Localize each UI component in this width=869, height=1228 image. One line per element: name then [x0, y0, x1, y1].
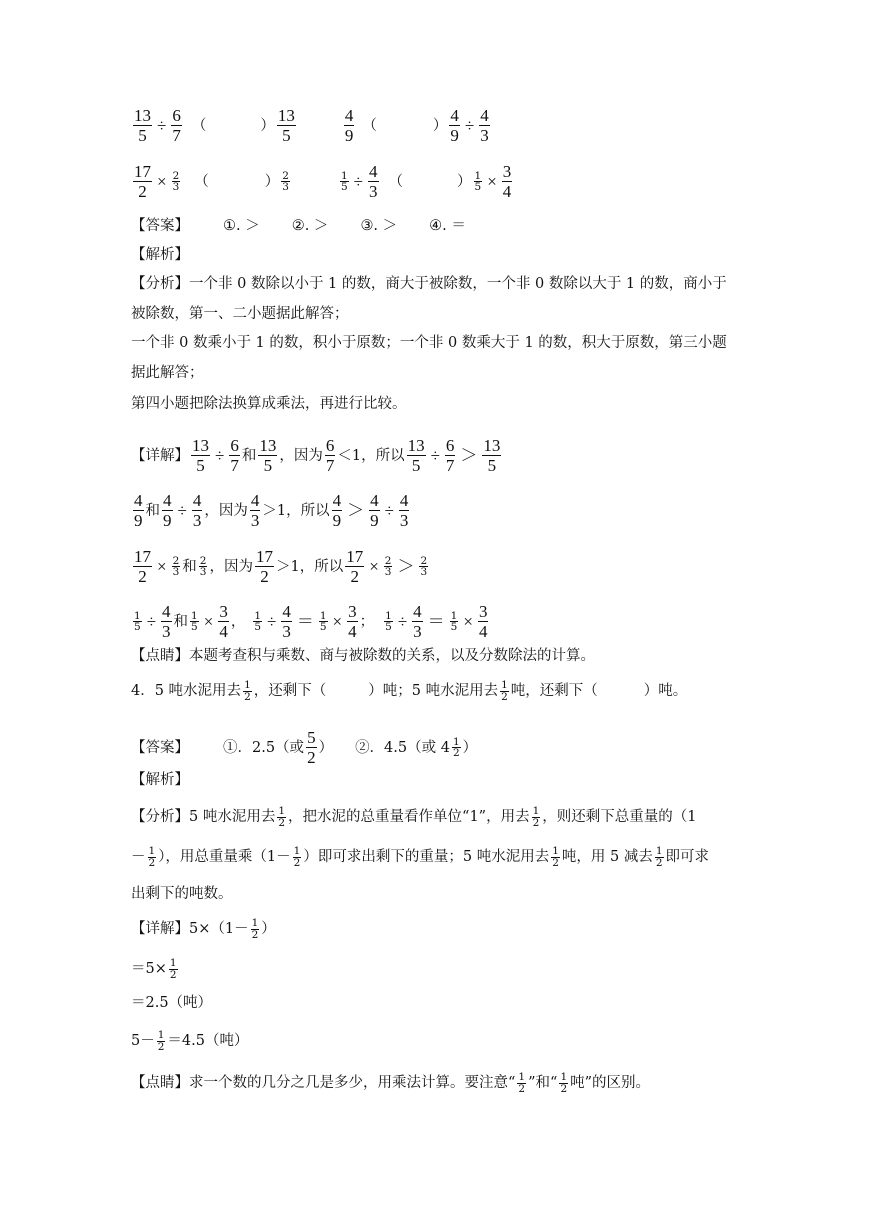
- blank-right-paren: ）: [432, 117, 448, 134]
- fraction: [532, 806, 541, 828]
- fraction-numerator: 17: [134, 162, 151, 181]
- text-segment: ＝4.5（吨）: [167, 1033, 249, 1049]
- fraction: [157, 1030, 166, 1052]
- text-segment: ＞: [460, 445, 478, 465]
- division-sign: ÷: [157, 115, 167, 135]
- text-segment: ①．2.5（或: [223, 739, 305, 756]
- text-segment: ）: [462, 739, 478, 756]
- fraction: [384, 556, 393, 578]
- multiplication-sign: ×: [487, 171, 497, 191]
- fraction: [281, 602, 292, 641]
- fraction-denominator: 3: [420, 566, 428, 578]
- detail-line: [131, 958, 749, 980]
- fraction: [412, 602, 423, 641]
- fraction-denominator: 5: [191, 621, 198, 633]
- fraction-denominator: 4: [478, 622, 488, 641]
- fraction-denominator: 2: [655, 856, 663, 869]
- fraction-denominator: 2: [452, 747, 460, 759]
- fraction-numerator: 4: [192, 491, 202, 510]
- fraction: [368, 162, 379, 201]
- text-segment: 和: [145, 502, 160, 519]
- fraction: [161, 602, 172, 641]
- fraction: [306, 728, 317, 767]
- answer-label: 【答案】: [131, 218, 189, 234]
- fraction-numerator: 1: [474, 169, 482, 182]
- fraction: [479, 106, 490, 145]
- fraction-numerator: 4: [250, 491, 260, 510]
- text-segment: ，所以: [299, 558, 344, 575]
- fraction: [399, 491, 410, 530]
- fraction: [347, 602, 358, 641]
- detail-line-2: [131, 491, 749, 530]
- fraction: [478, 602, 489, 641]
- fraction-numerator: 4: [450, 106, 459, 125]
- fraction-numerator: 4: [282, 602, 291, 621]
- fraction-denominator: 7: [230, 456, 239, 475]
- fraction: [277, 106, 296, 145]
- fraction: [325, 436, 336, 475]
- text-segment: ÷: [215, 445, 225, 465]
- answer-label: 【答案】: [131, 739, 189, 756]
- fraction-denominator: 3: [162, 622, 171, 641]
- answer-2: [131, 728, 749, 767]
- fraction: [517, 1072, 526, 1094]
- fraction-numerator: 1: [560, 1071, 568, 1083]
- text-segment: ÷: [430, 445, 440, 465]
- fraction-denominator: 2: [169, 968, 177, 981]
- fraction-denominator: 9: [163, 511, 172, 530]
- fraction-denominator: 2: [278, 816, 286, 829]
- fraction-numerator: 1: [501, 679, 508, 691]
- fraction-numerator: 6: [445, 436, 455, 455]
- fraction-numerator: 1: [251, 917, 259, 929]
- fraction: [384, 611, 393, 633]
- fraction-denominator: 2: [552, 856, 559, 869]
- fraction-numerator: 13: [483, 436, 501, 455]
- compare-row-1: [131, 106, 749, 145]
- fraction: [344, 106, 355, 145]
- analysis-line: [131, 806, 749, 828]
- fraction-denominator: 2: [501, 690, 508, 703]
- fraction-denominator: 5: [474, 181, 482, 193]
- fraction-numerator: 4: [413, 602, 422, 621]
- text-segment: ，所以: [361, 447, 405, 464]
- fraction: [148, 846, 157, 868]
- fraction-denominator: 7: [325, 456, 335, 475]
- text-segment: ×: [332, 611, 343, 631]
- fraction-denominator: 5: [254, 621, 261, 633]
- analysis-line: 一个非 0 数乘小于 1 的数，积小于原数；一个非 0 数乘大于 1 的数，积大于原数，第三小题: [131, 335, 727, 351]
- fraction-denominator: 3: [369, 182, 378, 201]
- fraction-denominator: 5: [385, 621, 392, 633]
- fraction-denominator: 9: [134, 511, 143, 530]
- fraction-numerator: 13: [134, 106, 151, 125]
- fraction-numerator: 13: [192, 436, 209, 455]
- fraction: [133, 162, 152, 201]
- fraction-numerator: 13: [259, 436, 277, 455]
- text-segment: 吨，用 5 减去: [561, 849, 653, 865]
- blank-left-paren: （: [388, 173, 403, 190]
- analysis-line: 被除数，第一、二小题据此解答；: [131, 306, 349, 322]
- fraction: [258, 436, 277, 475]
- fraction-numerator: 2: [172, 554, 180, 567]
- fraction-denominator: 5: [340, 181, 348, 193]
- fraction: [445, 436, 456, 475]
- blank-left-paren: （: [191, 117, 207, 134]
- text-segment: 【分析】5 吨水泥用去: [131, 809, 276, 825]
- text-segment: ，则还剩下总重量的（1: [542, 809, 697, 825]
- fraction: [450, 611, 459, 633]
- fraction-denominator: 2: [148, 856, 156, 869]
- detail-label: 【详解】: [131, 447, 189, 464]
- fraction-denominator: 2: [350, 567, 359, 586]
- fraction: [190, 611, 199, 633]
- fraction: [502, 162, 513, 201]
- fraction-denominator: 2: [244, 690, 251, 703]
- text-segment: 和: [241, 447, 257, 464]
- fraction: [452, 737, 461, 759]
- text-segment: 4．5 吨水泥用去: [131, 683, 242, 699]
- fraction-numerator: 4: [369, 162, 378, 181]
- fraction-denominator: 2: [560, 1082, 568, 1095]
- fraction: [229, 436, 240, 475]
- fraction-numerator: 4: [134, 491, 143, 510]
- text-segment: ），用总重量乘（1－: [158, 849, 291, 865]
- fraction-denominator: 2: [532, 816, 540, 829]
- analysis-line: 据此解答；: [131, 365, 204, 381]
- text-segment: ）: [318, 739, 334, 756]
- analysis-line: 出剩下的吨数。: [131, 886, 233, 902]
- fraction: [172, 556, 181, 578]
- fraction-denominator: 3: [172, 181, 180, 193]
- fraction-denominator: 5: [263, 456, 273, 475]
- fraction-numerator: 17: [134, 547, 151, 566]
- compare-row-2: [131, 162, 749, 201]
- division-sign: ÷: [464, 115, 475, 135]
- text-segment: ＝: [296, 611, 314, 631]
- fraction-numerator: 2: [384, 554, 392, 567]
- fraction-denominator: 4: [502, 182, 512, 201]
- detail-line: [131, 918, 749, 940]
- fraction-denominator: 9: [450, 126, 459, 145]
- fraction: [169, 958, 178, 980]
- answer-item: ③. ＞: [360, 218, 398, 234]
- fraction: [255, 547, 274, 586]
- fraction-numerator: 1: [293, 845, 301, 857]
- fraction: [192, 491, 203, 530]
- fraction: [340, 171, 349, 193]
- fraction: [474, 171, 483, 193]
- fraction-numerator: 1: [655, 845, 663, 857]
- detail-line: ＝2.5（吨）: [131, 995, 213, 1011]
- text-segment: ；: [359, 613, 375, 630]
- fraction: [133, 547, 152, 586]
- fraction-numerator: 4: [399, 491, 409, 510]
- answer-1: [131, 216, 749, 236]
- fraction-numerator: 5: [307, 728, 316, 747]
- text-segment: ＜1: [337, 447, 362, 464]
- text-segment: ②．4.5（或 4: [355, 739, 450, 756]
- fraction-numerator: 1: [157, 1029, 165, 1041]
- jiexi-label: 【解析】: [131, 247, 189, 263]
- fraction: [243, 680, 252, 702]
- text-segment: ÷: [397, 611, 408, 631]
- text-segment: 即可求: [665, 849, 710, 865]
- fraction-denominator: 3: [282, 181, 289, 193]
- dianjing-1: 【点睛】本题考查积与乘数、商与被除数的关系，以及分数除法的计算。: [131, 648, 595, 664]
- fraction-numerator: 1: [254, 609, 261, 622]
- fraction-denominator: 2: [251, 928, 259, 941]
- text-segment: ，: [230, 613, 246, 630]
- text-segment: ×: [463, 611, 473, 631]
- fraction-denominator: 4: [348, 622, 357, 641]
- fraction-numerator: 2: [282, 169, 289, 182]
- fraction-numerator: 1: [450, 609, 458, 622]
- text-segment: 和: [182, 558, 197, 575]
- fraction-denominator: 2: [307, 748, 316, 767]
- text-segment: ，因为: [279, 447, 323, 464]
- fraction-denominator: 5: [450, 621, 458, 633]
- fraction: [133, 106, 152, 145]
- fraction-denominator: 5: [138, 126, 147, 145]
- fraction-denominator: 3: [399, 511, 409, 530]
- fraction-numerator: 1: [148, 845, 156, 857]
- answer-item: ④. ＝: [429, 218, 466, 234]
- fraction-denominator: 9: [332, 511, 342, 530]
- fraction: [133, 491, 144, 530]
- text-segment: ，因为: [204, 502, 248, 519]
- fraction-denominator: 5: [411, 456, 421, 475]
- fraction: [199, 556, 208, 578]
- fraction-denominator: 2: [260, 567, 269, 586]
- fraction: [319, 611, 328, 633]
- fraction: [407, 436, 426, 475]
- fraction-numerator: 1: [191, 609, 198, 622]
- text-segment: ÷: [267, 611, 277, 631]
- detail-line-1: [131, 436, 749, 475]
- fraction-denominator: 5: [319, 621, 327, 633]
- fraction: [133, 611, 142, 633]
- fraction-numerator: 4: [163, 491, 172, 510]
- analysis-line: 【分析】一个非 0 数除以小于 1 的数，商大于被除数，一个非 0 数除以大于 1 的数，商小于: [131, 276, 727, 292]
- fraction-numerator: 1: [552, 845, 559, 857]
- blank-left-paren: （: [362, 117, 377, 134]
- fraction: [559, 1072, 568, 1094]
- text-segment: ，把水泥的总重量看作单位“1”，用去: [288, 809, 530, 825]
- fraction-numerator: 1: [340, 169, 348, 182]
- fraction-denominator: 3: [172, 566, 180, 578]
- text-segment: ）吨。: [643, 683, 688, 699]
- text-segment: ，因为: [209, 558, 253, 575]
- fraction-numerator: 17: [255, 547, 273, 566]
- question-4: [131, 680, 749, 702]
- text-segment: ＞1: [275, 558, 300, 575]
- text-segment: ×: [203, 611, 214, 631]
- fraction: [172, 171, 181, 193]
- text-segment: ）即可求出剩下的重量；5 吨水泥用去: [303, 849, 550, 865]
- fraction-denominator: 5: [134, 621, 141, 633]
- fraction: [281, 171, 290, 193]
- fraction: [482, 436, 501, 475]
- fraction: [332, 491, 343, 530]
- fraction: [345, 547, 364, 586]
- fraction-denominator: 3: [480, 126, 489, 145]
- text-segment: 吨”的区别。: [570, 1075, 651, 1091]
- fraction-numerator: 1: [244, 679, 251, 691]
- fraction-denominator: 9: [344, 126, 354, 145]
- fraction-denominator: 2: [138, 567, 147, 586]
- fraction: [551, 846, 560, 868]
- fraction: [449, 106, 460, 145]
- fraction-numerator: 4: [344, 106, 354, 125]
- fraction-denominator: 7: [172, 126, 181, 145]
- fraction-numerator: 3: [478, 602, 488, 621]
- fraction-numerator: 6: [172, 106, 181, 125]
- fraction-denominator: 3: [199, 566, 207, 578]
- fraction-denominator: 3: [192, 511, 202, 530]
- text-segment: ÷: [146, 611, 157, 631]
- fraction: [655, 846, 664, 868]
- jiexi-label: 【解析】: [131, 772, 189, 788]
- fraction-denominator: 3: [384, 566, 392, 578]
- fraction-denominator: 3: [282, 622, 291, 641]
- text-segment: ）: [261, 921, 276, 937]
- fraction-denominator: 5: [487, 456, 497, 475]
- fraction-numerator: 6: [325, 436, 335, 455]
- text-segment: ＞: [347, 500, 365, 520]
- text-segment: ＞: [397, 556, 415, 576]
- fraction-denominator: 5: [196, 456, 205, 475]
- detail-line-3: [131, 547, 749, 586]
- fraction-denominator: 3: [250, 511, 260, 530]
- fraction: [293, 846, 302, 868]
- fraction-denominator: 2: [518, 1082, 526, 1095]
- fraction-denominator: 4: [219, 622, 228, 641]
- fraction-numerator: 4: [162, 602, 171, 621]
- text-segment: ）吨；5 吨水泥用去: [368, 683, 499, 699]
- blank-left-paren: （: [194, 173, 209, 190]
- fraction: [251, 918, 260, 940]
- analysis-line: [131, 846, 749, 868]
- fraction-numerator: 2: [172, 169, 180, 182]
- fraction-numerator: 1: [518, 1071, 526, 1083]
- text-segment: ×: [157, 556, 167, 576]
- blank-right-paren: ）: [264, 173, 280, 190]
- text-segment: ＞1: [262, 502, 287, 519]
- dianjing-2: [131, 1072, 749, 1094]
- text-segment: ÷: [177, 500, 187, 520]
- text-segment: 【点睛】求一个数的几分之几是多少，用乘法计算。要注意“: [131, 1075, 516, 1091]
- text-segment: 5－: [131, 1033, 155, 1049]
- fraction-numerator: 1: [532, 805, 540, 817]
- fraction-denominator: 2: [293, 856, 301, 869]
- fraction-numerator: 1: [452, 735, 460, 748]
- fraction-denominator: 9: [370, 511, 379, 530]
- fraction: [162, 491, 173, 530]
- fraction-numerator: 2: [420, 554, 428, 567]
- fraction: [250, 491, 261, 530]
- fraction-numerator: 17: [346, 547, 364, 566]
- fraction: [218, 602, 229, 641]
- fraction-numerator: 1: [385, 609, 392, 622]
- fraction-denominator: 2: [138, 182, 147, 201]
- blank-right-paren: ）: [457, 173, 472, 190]
- fraction-numerator: 3: [219, 602, 228, 621]
- answer-item: ①. ＞: [223, 218, 260, 234]
- fraction-denominator: 5: [282, 126, 291, 145]
- fraction: [253, 611, 262, 633]
- text-segment: －: [131, 849, 146, 865]
- blank-right-paren: ）: [260, 117, 275, 134]
- text-segment: ÷: [384, 500, 394, 520]
- answer-item: ②. ＞: [291, 218, 329, 234]
- fraction-numerator: 13: [407, 436, 425, 455]
- fraction-numerator: 13: [277, 106, 295, 125]
- fraction-numerator: 2: [199, 554, 207, 567]
- fraction-numerator: 4: [370, 491, 379, 510]
- text-segment: 吨，还剩下（: [510, 683, 598, 699]
- fraction-numerator: 4: [480, 106, 489, 125]
- text-segment: 【详解】5×（1－: [131, 921, 249, 937]
- division-sign: ÷: [353, 171, 363, 191]
- fraction-numerator: 4: [332, 491, 342, 510]
- fraction-numerator: 1: [278, 805, 286, 817]
- text-segment: ＝: [427, 611, 445, 631]
- detail-line: [131, 1030, 749, 1052]
- fraction: [419, 556, 428, 578]
- fraction-denominator: 7: [445, 456, 455, 475]
- fraction-numerator: 1: [134, 609, 141, 622]
- fraction-numerator: 1: [319, 609, 327, 622]
- fraction: [277, 806, 286, 828]
- text-segment: ”和“: [528, 1075, 558, 1091]
- text-segment: ×: [369, 556, 379, 576]
- text-segment: ，所以: [286, 502, 330, 519]
- fraction-denominator: 3: [413, 622, 422, 641]
- fraction-numerator: 3: [348, 602, 357, 621]
- text-segment: ，还剩下（: [253, 683, 327, 699]
- fraction: [369, 491, 380, 530]
- text-segment: ＝5×: [131, 961, 167, 977]
- multiplication-sign: ×: [157, 171, 167, 191]
- fraction: [171, 106, 182, 145]
- detail-line-4: [131, 602, 749, 641]
- fraction: [500, 680, 509, 702]
- fraction: [191, 436, 210, 475]
- fraction-numerator: 6: [230, 436, 239, 455]
- analysis-line: 第四小题把除法换算成乘法，再进行比较。: [131, 396, 407, 412]
- text-segment: 和: [173, 613, 189, 630]
- fraction-denominator: 2: [157, 1040, 165, 1053]
- fraction-numerator: 3: [502, 162, 512, 181]
- fraction-numerator: 1: [169, 957, 177, 969]
